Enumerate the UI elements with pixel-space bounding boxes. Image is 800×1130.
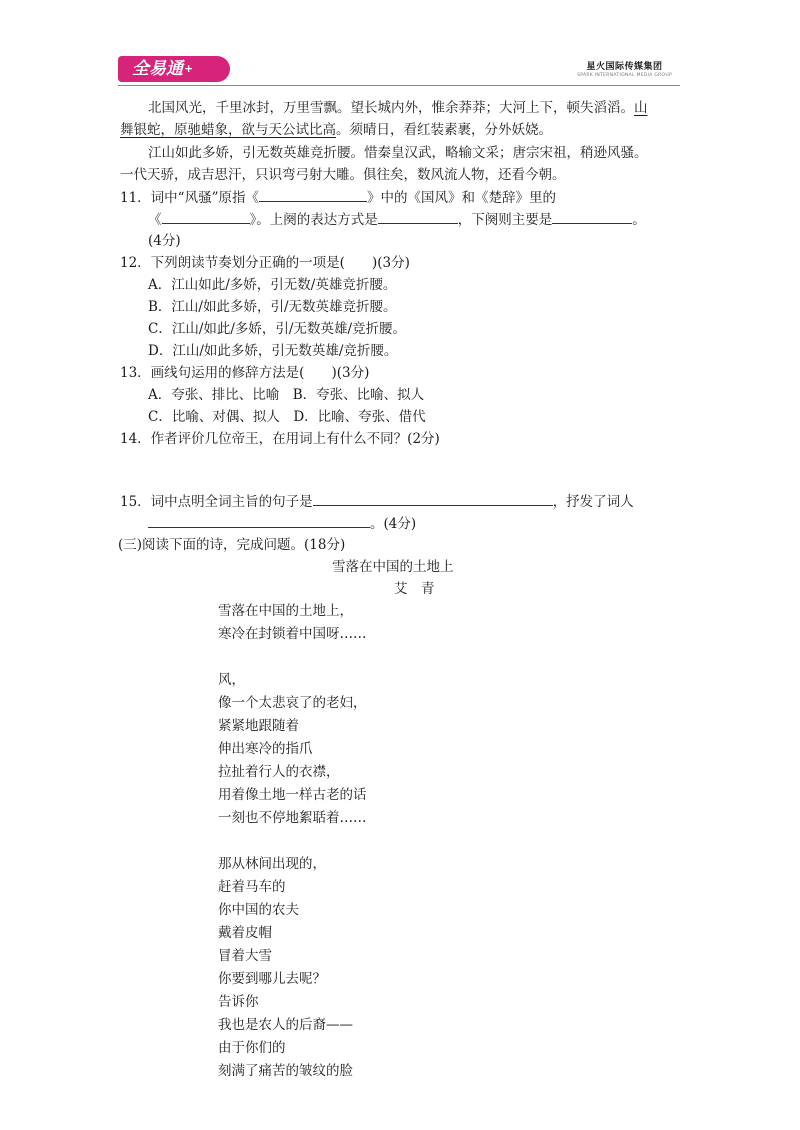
answer-blank[interactable] bbox=[148, 513, 370, 528]
poem-line: 赶着马车的 bbox=[218, 879, 286, 895]
poem-line: 你中国的农夫 bbox=[218, 902, 299, 918]
poem-line: 你要到哪儿去呢？ bbox=[218, 971, 326, 987]
poem-line: 戴着皮帽 bbox=[218, 925, 272, 941]
poem-line: 用着像土地一样古老的话 bbox=[218, 787, 367, 803]
poem-title: 雪落在中国的土地上 bbox=[332, 559, 454, 575]
q11-text: 11．词中“风骚”原指《 bbox=[120, 190, 259, 206]
poem-line: 刻满了痛苦的皱纹的脸 bbox=[218, 1063, 353, 1079]
poem-text: 北国风光，千里冰封，万里雪飘。望长城内外，惟余莽莽；大河上下，顿失滔滔。 bbox=[148, 100, 634, 116]
poem-line-4: 一代天骄，成吉思汗，只识弯弓射大雕。俱往矣，数风流人物，还看今朝。 bbox=[120, 167, 566, 183]
q15-text: 。(4分) bbox=[370, 516, 417, 532]
question-11 bbox=[120, 187, 556, 208]
question-13: 13．画线句运用的修辞方法是( )(3分) bbox=[120, 365, 370, 381]
answer-blank[interactable] bbox=[313, 491, 553, 506]
underlined-text: 山 bbox=[634, 100, 648, 116]
question-12: 12．下列朗读节奏划分正确的一项是( )(3分) bbox=[120, 255, 410, 271]
publisher-brand bbox=[577, 59, 672, 78]
question-11-score: (4分) bbox=[148, 233, 181, 249]
poem-line: 紧紧地跟随着 bbox=[218, 718, 299, 734]
q12-option-a[interactable]: A．江山如此/多娇，引无数/英雄竞折腰。 bbox=[148, 277, 397, 293]
question-14: 14．作者评价几位帝王，在用词上有什么不同？(2分) bbox=[120, 431, 440, 447]
underlined-text: 舞银蛇，原驰蜡象，欲与天公试比高 bbox=[120, 122, 336, 138]
answer-blank[interactable] bbox=[552, 209, 632, 224]
poem-line: 拉扯着行人的衣襟， bbox=[218, 764, 340, 780]
q12-option-b[interactable]: B．江山/如此多娇，引/无数英雄竞折腰。 bbox=[148, 299, 397, 315]
q13-options-ab[interactable]: A．夸张、排比、比喻 B．夸张、比喻、拟人 bbox=[148, 387, 425, 403]
publisher-name: 星火国际传媒集团 bbox=[586, 62, 663, 72]
poem-line: 那从林间出现的， bbox=[218, 856, 326, 872]
brand-logo bbox=[118, 56, 230, 82]
header-divider bbox=[118, 85, 680, 86]
poem-line-1 bbox=[148, 98, 648, 118]
q11-text: 《 bbox=[148, 212, 162, 228]
q13-options-cd[interactable]: C．比喻、对偶、拟人 D．比喻、夸张、借代 bbox=[148, 409, 426, 425]
q12-option-d[interactable]: D．江山/如此多娇，引无数英雄/竞折腰。 bbox=[148, 343, 398, 359]
poem-line-2 bbox=[120, 120, 552, 140]
question-15-cont bbox=[148, 513, 416, 534]
q11-text: 》中的《国风》和《楚辞》里的 bbox=[366, 190, 556, 206]
poem-text: 。须晴日，看红装素裹，分外妖娆。 bbox=[336, 122, 552, 138]
q11-text: ，下阕则主要是 bbox=[457, 212, 553, 228]
poem-line-3: 江山如此多娇，引无数英雄竞折腰。惜秦皇汉武，略输文采；唐宗宋祖，稍逊风骚。 bbox=[148, 145, 648, 161]
poem-author: 艾 青 bbox=[394, 581, 435, 597]
answer-blank[interactable] bbox=[162, 209, 250, 224]
publisher-name-en: SPARK INTERNATIONAL MEDIA GROUP bbox=[577, 73, 672, 78]
q11-text: 。 bbox=[632, 212, 646, 228]
poem-line: 伸出寒冷的指爪 bbox=[218, 741, 313, 757]
poem-line: 像一个太悲哀了的老妇， bbox=[218, 695, 367, 711]
poem-line: 由于你们的 bbox=[218, 1040, 286, 1056]
q15-text: 15．词中点明全词主旨的句子是 bbox=[120, 494, 313, 510]
section-3-heading: (三)阅读下面的诗，完成问题。(18分) bbox=[118, 537, 346, 553]
logo-plus: + bbox=[184, 62, 194, 75]
poem-line: 我也是农人的后裔—— bbox=[218, 1017, 353, 1033]
answer-blank[interactable] bbox=[259, 187, 367, 202]
page-header bbox=[118, 52, 680, 86]
poem-line: 寒冷在封锁着中国呀…… bbox=[218, 626, 367, 642]
poem-line: 一刻也不停地絮聒着…… bbox=[218, 810, 367, 826]
q11-text: 》。上阕的表达方式是 bbox=[249, 212, 378, 228]
poem-line: 雪落在中国的土地上， bbox=[218, 603, 353, 619]
q12-option-c[interactable]: C．江山/如此/多娇，引/无数英雄/竞折腰。 bbox=[148, 321, 407, 337]
poem-line: 告诉你 bbox=[218, 994, 259, 1010]
poem-line: 风， bbox=[218, 672, 245, 688]
logo-text: 全易通 bbox=[132, 59, 183, 79]
question-11-cont bbox=[148, 209, 646, 230]
poem-line: 冒着大雪 bbox=[218, 948, 272, 964]
q15-text: ，抒发了词人 bbox=[552, 494, 634, 510]
answer-blank[interactable] bbox=[378, 209, 458, 224]
question-15 bbox=[120, 491, 634, 512]
